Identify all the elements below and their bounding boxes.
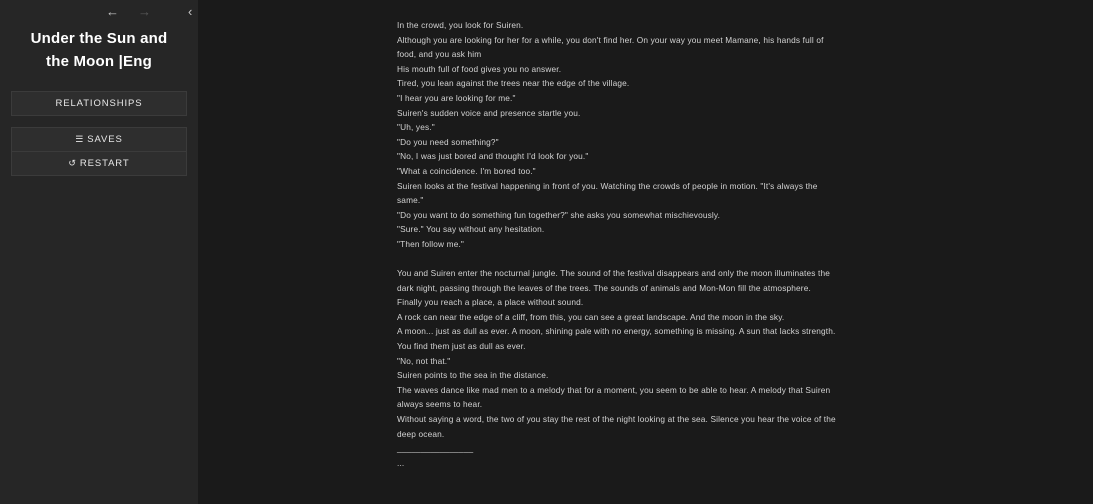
passage-line: "No, I was just bored and thought I'd look for you." — [397, 151, 589, 162]
passage-line: His mouth full of food gives you no answer. — [397, 63, 562, 74]
passage-text — [397, 18, 842, 470]
menu-spacer — [11, 116, 187, 127]
passage-trailing: ... — [397, 457, 405, 468]
sidebar-menu — [0, 91, 198, 176]
chevron-left-icon[interactable]: ‹ — [188, 4, 193, 19]
restart-label: RESTART — [79, 158, 130, 169]
back-arrow-icon[interactable]: ← — [106, 4, 119, 19]
passage-line: Although you are looking for her for a while, you don't find her. On your way you meet Mamane, his hands full of food, and you ask him — [397, 34, 824, 60]
passage-line: "Then follow me." — [397, 238, 465, 249]
passage-line: A rock can near the edge of a cliff, from this, you can see a great landscape. And the moon in the sky. — [397, 311, 785, 322]
passage-line: Without saying a word, the two of you stay the rest of the night looking at the sea. Silence you hear the voice of the deep ocean. — [397, 414, 836, 439]
passage-line: A moon... just as dull as ever. A moon, shining pale with no energy, something is missing. A sun that lacks strength. You find them just as dull as ever. — [397, 326, 836, 352]
relationships-button[interactable]: RELATIONSHIPS — [11, 91, 187, 116]
passage-blank-line — [397, 252, 842, 267]
sidebar — [0, 0, 198, 504]
passage-line: Suiren looks at the festival happening in front of you. Watching the crowds of people in motion. "It's always the same." — [397, 180, 818, 206]
game-title: Under the Sun and the Moon |Eng — [30, 30, 168, 70]
forward-arrow-icon[interactable]: → — [138, 4, 151, 19]
passage-line: Suiren points to the sea in the distance. — [397, 370, 549, 381]
restart-button[interactable] — [11, 152, 187, 176]
saves-label: SAVES — [87, 134, 123, 145]
saves-button[interactable] — [11, 127, 187, 152]
sidebar-nav-bar — [0, 0, 198, 22]
passage-line: Finally you reach a place, a place without sound. — [397, 297, 584, 308]
passage-line: "Uh, yes." — [397, 122, 435, 133]
passage-line: "Do you need something?" — [397, 136, 499, 147]
passage-line: "What a coincidence. I'm bored too." — [397, 165, 536, 176]
restart-icon: ↺ — [68, 158, 77, 168]
passage-line: "Do you want to do something fun together?" she asks you somewhat mischievously. — [397, 209, 721, 220]
passage-line: "No, not that." — [397, 355, 451, 366]
saves-icon: ☰ — [75, 134, 85, 144]
passage-line: Suiren's sudden voice and presence startle you. — [397, 107, 581, 118]
passage-line: "I hear you are looking for me." — [397, 92, 516, 103]
story-area — [198, 0, 1093, 504]
passage-line: "Sure." You say without any hesitation. — [397, 224, 545, 235]
passage-line: You and Suiren enter the nocturnal jungle. The sound of the festival disappears and only the moon illuminates the dark night, passing through the leaves of the trees. The sounds of animals and Mon-Mon fill the atmosphere. — [397, 268, 830, 293]
passage-line: In the crowd, you look for Suiren. — [397, 20, 524, 30]
passage-line: The waves dance like mad men to a melody that for a moment, you seem to be able to hear. A melody that Suiren always seems to hear. — [397, 384, 831, 410]
passage-divider: ________________ — [397, 443, 474, 454]
passage-line: Tired, you lean against the trees near the edge of the village. — [397, 78, 630, 89]
